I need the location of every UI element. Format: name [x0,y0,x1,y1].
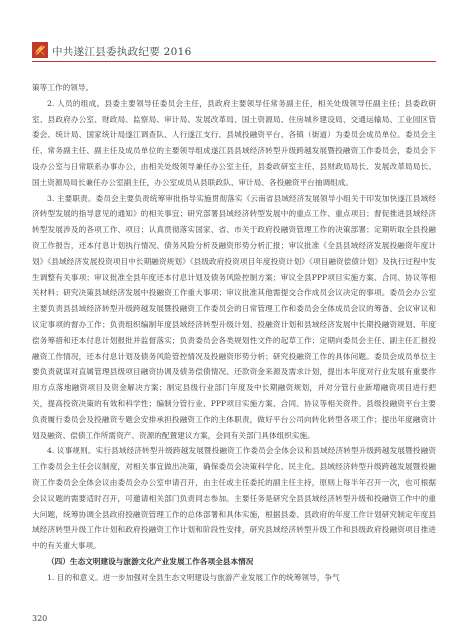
header-divider [32,61,436,62]
body-paragraph: 4. 议事规则。实行县域经济转型升级跨越发展暨投融资工作委员会全体会议和县域经济转型升级跨越发展暨投融资工作委员会主任会议制度，对相关事宜做出决策，确保委员会决策科学化、民主化。县域经济转型升级跨越发展暨投融资工作委员会全体会议由委员会办公室申请召开，由主任或主任委托的副主任主持，原则上每半年召开一次，也可根据会议议题的需要适时召开，可邀请相关部门负责同志参加。主要任务是研究全县县域经济转型升级和投融资工作中的重大问题，统筹协调全县政府投融资管理工作的总体部署和具体实施，根据县委、县政府的年度工作计划研究制定年度县域经济转型升级工作计划和政府投融资工作计划和阶段性安排，研究县域经济转型升级工作和县级政府投融资项目推进中的有关重大事项。 [32,446,436,551]
body-paragraph: 2. 人员的组成。县委主要领导任委员会主任，县政府主要领导任常务副主任，相关处级领导任副主任；县委政研室、县政府办公室、财政局、监察局、审计局、发展改革局、国土资源局、住房城乡建设局、交通运输局、工业园区管委会、统计局、国家统计局遂江调查队、人行遂江支行、县城投融资平台、各镇（街道）为委员会成员单位。委员会主任、常务副主任、副主任及成员单位的主要领导组成遂江县县域经济转型升级跨越发展暨投融资工作委员会，委员会下设办公室与日常联系办事办公，由相关处级领导兼任办公室主任，县委政研室主任、县财政局局长、发展改革局局长、国土资源局局长兼任办公室副主任，办公室成员从县联政队、审计局、各投融资平台抽调组成。 [32,98,436,187]
body-paragraph: 3. 主要职责。委员会主要负责统筹审批指导实施贯彻落实《云南省县域经济发展领导小组关于印发加快遂江县域经济转型发展的指导意见的通知》的相关事宜；研究部署县域经济转型发展中的重点工作、重点项目；督促推进县域经济转型发展涉及的各项工作、项目；认真贯彻落实国家、省、市关于政府投融资管理工作的决策部署；定期听取全县投融资工作报告，还本付息计划执行情况、债务风险分析及融资形势分析汇报；审议批准《全县县域经济发展投融资年度计划》《县域经济发展投资项目中长期融资规划》《县级政府投资项目年度投资计划》《项目融资偿债计划》及执行过程中发生调整有关事项；审议批准全县年度还本付息计划及债务风险控制方案；审议全县PPP项目实施方案、合同、协议等相关材料；研究决策县域经济发展中投融资工作重大事项；审议批准其他需提交合作成员会议决定的事项。委员会办公室主要负责县县域经济转型升级跨越发展暨投融资工作委员会的日常管理工作和委员会全体成员会议的筹备、会议审议和议定事项的督办工作；负责组织编制年度县域经济转型升级计划、投融资计划和县域经济发展中长期投融资规划、年度偿务筹措和还本付息计划报批并监督落实；负责委员会各类规划性文件的起草工作；定期向委员会主任、副主任汇报投融资工作情况，还本付息计划及债务风险管控情况及投融资形势分析；研究投融资工作的具体问题。委员会成员单位主要负责就谋对直属管理县级项目融资协调及债务偿债情况、还款资金来源及需求计划，提出本年度对行业发展有重要作用方点落地融资项目及资金解决方案；制定县级行业部门年度及中长期融资规划，并对分管行业新增融资项目进行把关，提高投资决策的有效和科学性；编制分管行业、PPP项目实施方案、合同、协议等相关资件。县级投融资平台主要负责履行委员会及投融资专题会安排承担投融资工作的主体职责，做好平台公司向转化转型各项工作；提出年度融资计划及融资、偿债工作所需资产、资源的配置建议方案，会同有关部门具体组织实施。 [32,193,436,440]
body-paragraph: 1. 目的和意义。进一步加强对全县生态文明建设与旅游产业发展工作的统筹领导，争气 [47,572,340,582]
header-title: 中共遂江县委执政纪要 2016 [52,46,192,58]
body-paragraph: 策等工作的领导。 [32,83,94,92]
page-number: 320 [32,614,48,623]
page-header [32,40,436,66]
section-heading: （四）生态文明建设与旅游文化产业发展工作各项全县本情况 [47,556,254,566]
page-body [32,80,436,586]
party-emblem-icon [32,42,48,58]
